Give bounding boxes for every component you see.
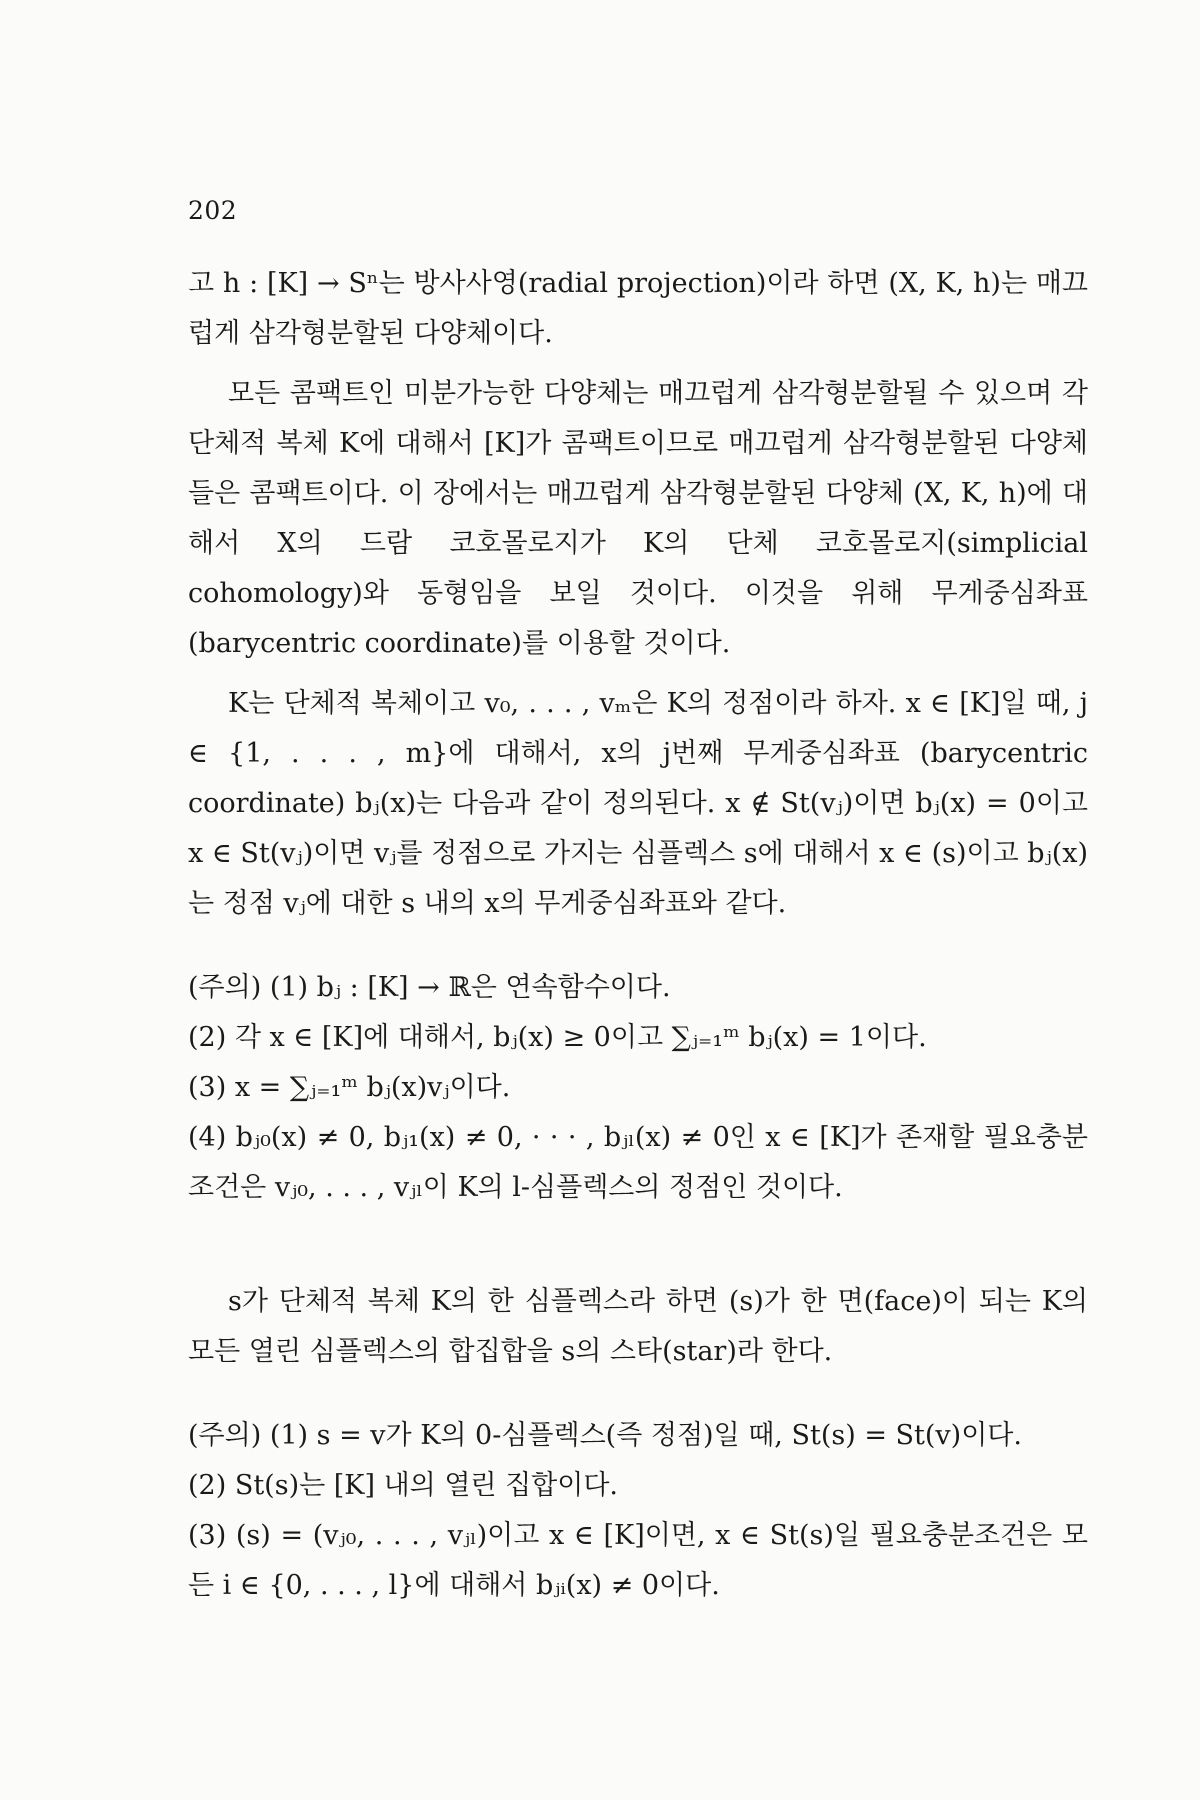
remark-star [188,1411,1088,1611]
remark-item: (3) x = ∑ⱼ₌₁ᵐ bⱼ(x)vⱼ이다. [188,1072,511,1103]
remark-item: (4) bⱼ₀(x) ≠ 0, bⱼ₁(x) ≠ 0, · · · , bⱼₗ(x) ≠ 0인 x ∈ [K]가 존재할 필요충분조건은 vⱼ₀, . . . , vⱼₗ이 K의 l-심플렉스의 정점인 것이다. [188,1122,1088,1203]
paragraph-barycentric-definition: K는 단체적 복체이고 v₀, . . . , vₘ은 K의 정점이라 하자. x ∈ [K]일 때, j ∈ {1, . . . , m}에 대해서, x의 j번째 무게중심좌표 (barycentric coordinate) bⱼ(x)는 다음과 같이 정의된다. x ∉ St(vⱼ)이면 bⱼ(x) = 0이고 x ∈ St(vⱼ)이면 vⱼ를 정점으로 가지는 심플렉스 s에 대해서 x ∈ (s)이고 bⱼ(x)는 정점 vⱼ에 대한 s 내의 x의 무게중심좌표와 같다. [188,688,1088,919]
page-content [188,196,1088,1611]
remark-item: (3) (s) = (vⱼ₀, . . . , vⱼₗ)이고 x ∈ [K]이면, x ∈ St(s)일 필요충분조건은 모든 i ∈ {0, . . . , l}에 대해서 bⱼᵢ(x) ≠ 0이다. [188,1520,1088,1601]
paragraph-de-rham: 모든 콤팩트인 미분가능한 다양체는 매끄럽게 삼각형분할될 수 있으며 각 단체적 복체 K에 대해서 [K]가 콤팩트이므로 매끄럽게 삼각형분할된 다양체들은 콤팩트이다. 이 장에서는 매끄럽게 삼각형분할된 다양체 (X, K, h)에 대해서 X의 드람 코호몰로지가 K의 단체 코호몰로지(simplicial cohomology)와 동형임을 보일 것이다. 이것을 위해 무게중심좌표(barycentric coordinate)를 이용할 것이다. [188,378,1088,659]
page-number: 202 [188,196,238,225]
remark-item: (주의) (1) s = v가 K의 0-심플렉스(즉 정점)일 때, St(s) = St(v)이다. [188,1420,1022,1451]
paragraph-radial-projection: 고 h : [K] → Sⁿ는 방사사영(radial projection)이라 하면 (X, K, h)는 매끄럽게 삼각형분할된 다양체이다. [188,268,1088,349]
remark-item: (2) 각 x ∈ [K]에 대해서, bⱼ(x) ≥ 0이고 ∑ⱼ₌₁ᵐ bⱼ(x) = 1이다. [188,1022,927,1053]
remark-item: (2) St(s)는 [K] 내의 열린 집합이다. [188,1470,618,1501]
remark-item: (주의) (1) bⱼ : [K] → ℝ은 연속함수이다. [188,972,671,1003]
paragraph-star-definition: s가 단체적 복체 K의 한 심플렉스라 하면 (s)가 한 면(face)이 되는 K의 모든 열린 심플렉스의 합집합을 s의 스타(star)라 한다. [188,1286,1088,1367]
remark-barycentric [188,963,1088,1213]
